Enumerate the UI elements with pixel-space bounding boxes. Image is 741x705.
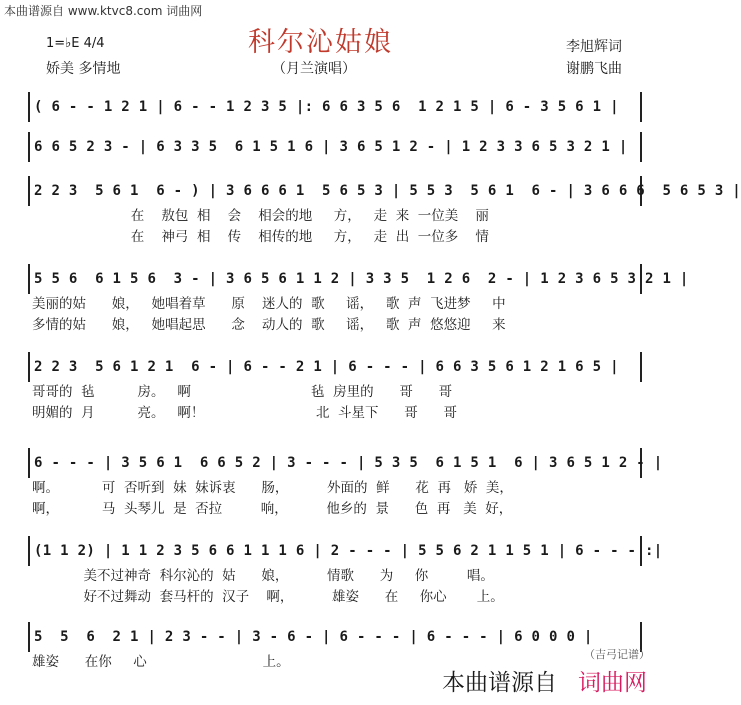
notation-line <box>28 92 642 122</box>
footer-brand-site: 词曲网 <box>578 670 647 696</box>
jianpu-notes: 5 5 6 2 1 | 2 3 - - | 3 - 6 - | 6 - - - | 6 - - - | 6 0 0 0 | <box>34 629 593 645</box>
notation-line <box>28 536 663 566</box>
notation-line <box>28 264 689 294</box>
jianpu-notes: 2 2 3 5 6 1 6 - ) | 3 6 6 6 1 5 6 5 3 | 5 5 3 5 6 1 6 - | 3 6 6 6 5 6 5 3 | <box>34 183 741 199</box>
expression-marking: 娇美 多情地 <box>46 61 121 77</box>
transcriber-credit: （吉弓记谱） <box>584 648 650 661</box>
jianpu-notes: 6 - - - | 3 5 6 1 6 6 5 2 | 3 - - - | 5 3 5 6 1 5 1 6 | 3 6 5 1 2 - | <box>34 455 663 471</box>
lyricist: 李旭辉词 <box>566 39 622 55</box>
lyric-line: 明媚的 月 亮。 啊！ 北 斗星下 哥 哥 <box>32 405 458 421</box>
lyric-line: 好不过舞动 套马杆的 汉子 啊， 雄姿 在 你心 上。 <box>32 589 504 605</box>
notation-line <box>28 132 642 162</box>
lyric-line: 多情的姑 娘， 她唱起思 念 动人的 歌 谣， 歌 声 悠悠迎 来 <box>32 317 506 333</box>
source-watermark: 本曲谱源自 www.ktvc8.com 词曲网 <box>4 4 203 18</box>
lyric-line: 在 敖包 相 会 相会的地 方， 走 来 一位美 丽 <box>32 208 489 224</box>
singer-credit: （月兰演唱） <box>272 61 356 77</box>
jianpu-notes: (1 1 2) | 1 1 2 3 5 6 6 1 1 1 6 | 2 - - - | 5 5 6 2 1 1 5 1 | 6 - - - :| <box>34 543 663 559</box>
song-title: 科尔沁姑娘 <box>248 27 393 58</box>
score-system <box>28 92 642 122</box>
lyric-line: 哥哥的 毡 房。 啊 毡 房里的 哥 哥 <box>32 384 453 400</box>
notation-line <box>28 622 642 652</box>
jianpu-notes: 5 5 6 6 1 5 6 3 - | 3 6 5 6 1 1 2 | 3 3 5 1 2 6 2 - | 1 2 3 6 5 3 2 1 | <box>34 271 689 287</box>
score-system <box>28 448 663 520</box>
lyric-line: 美不过神奇 科尔沁的 姑 娘， 情歌 为 你 唱。 <box>32 568 494 584</box>
score-system <box>28 132 642 162</box>
score-system <box>28 264 689 336</box>
lyric-line: 在 神弓 相 传 相传的地 方， 走 出 一位多 情 <box>32 229 489 245</box>
score-system <box>28 536 663 608</box>
footer-brand-source: 本曲谱源自 <box>442 670 557 696</box>
lyric-line: 美丽的姑 娘， 她唱着草 原 迷人的 歌 谣， 歌 声 飞进梦 中 <box>32 296 506 312</box>
lyric-line: 啊， 马 头琴儿 是 否拉 响， 他乡的 景 色 再 美 好， <box>32 501 513 517</box>
notation-line <box>28 448 663 478</box>
composer: 谢鹏飞曲 <box>566 61 622 77</box>
jianpu-notes: 6 6 5 2 3 - | 6 3 3 5 6 1 5 1 6 | 3 6 5 1 2 - | 1 2 3 3 6 5 3 2 1 | <box>34 139 628 155</box>
lyric-line: 啊。 可 否听到 妹 妹诉衷 肠， 外面的 鲜 花 再 娇 美， <box>32 480 513 496</box>
jianpu-notes: 2 2 3 5 6 1 2 1 6 - | 6 - - 2 1 | 6 - - - | 6 6 3 5 6 1 2 1 6 5 | <box>34 359 619 375</box>
score-system <box>28 352 642 424</box>
jianpu-notes: ( 6 - - 1 2 1 | 6 - - 1 2 3 5 |: 6 6 3 5 6 1 2 1 5 | 6 - 3 5 6 1 | <box>34 99 619 115</box>
notation-line <box>28 352 642 382</box>
score-system <box>28 176 741 248</box>
notation-line <box>28 176 741 206</box>
key-signature: 1=♭E 4/4 <box>46 36 105 51</box>
lyric-line: 雄姿 在你 心 上。 <box>32 654 290 670</box>
